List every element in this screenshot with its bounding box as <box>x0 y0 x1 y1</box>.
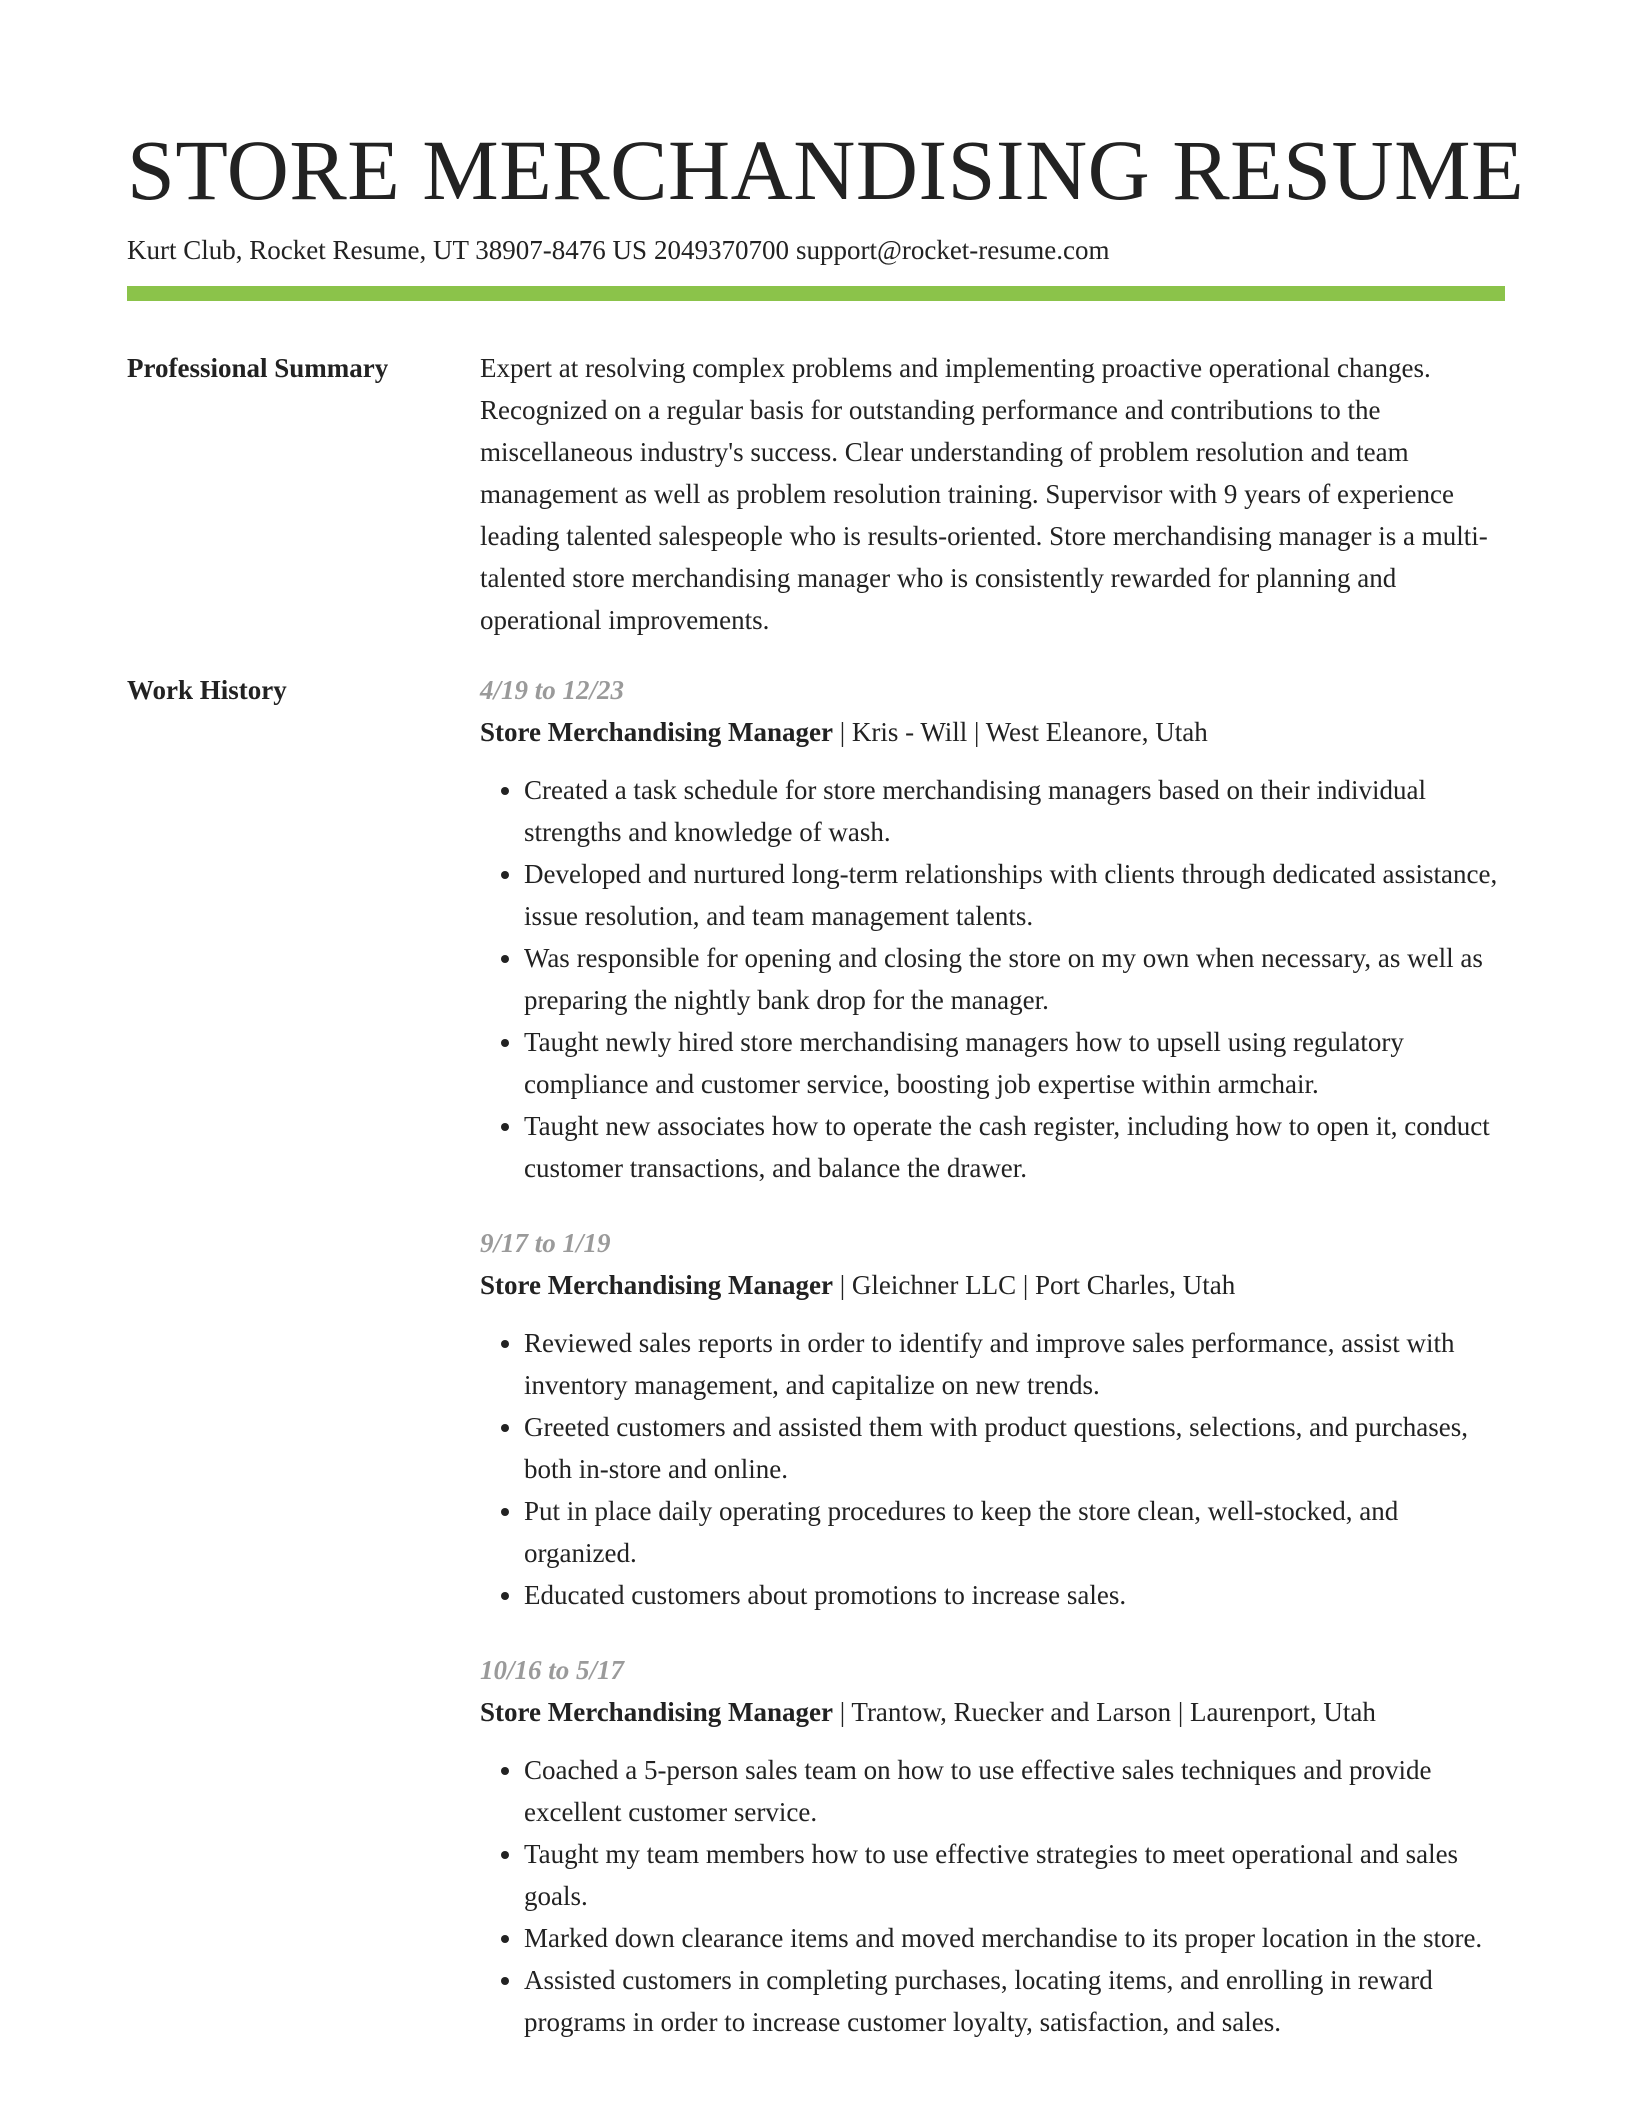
job-bullet: • Was responsible for opening and closing the store on my own when necessary, as well as preparing the nightly bank drop for the manager. <box>524 937 1505 1021</box>
job-bullet: • Created a task schedule for store merchandising managers based on their individual strengths and knowledge of wash. <box>524 769 1505 853</box>
job-title: Store Merchandising Manager <box>480 1270 833 1300</box>
header-divider <box>127 286 1505 301</box>
job-details: | Kris - Will | West Eleanore, Utah <box>832 717 1208 747</box>
work-history-label: Work History <box>127 675 287 705</box>
job-bullet: • Educated customers about promotions to increase sales. <box>524 1574 1505 1616</box>
job-title-line <box>480 711 1505 753</box>
job-title: Store Merchandising Manager <box>480 1697 833 1727</box>
summary-text: Expert at resolving complex problems and implementing proactive operational changes. Recognized on a regular basis for outstanding performance and contributions to the miscellaneous industry's success. Clear understanding of problem resolution and team management as well as problem resolution training. Supervisor with 9 years of experience leading talented salespeople who is results-oriented. Store merchandising manager is a multi-talented store merchandising manager who is consistently rewarded for planning and operational improvements. <box>480 353 1488 635</box>
job-dates: 4/19 to 12/23 <box>480 675 625 705</box>
job-bullet: • Put in place daily operating procedures to keep the store clean, well-stocked, and organized. <box>524 1490 1505 1574</box>
job-dates: 10/16 to 5/17 <box>480 1655 625 1685</box>
job-title: Store Merchandising Manager <box>480 717 833 747</box>
job-bullet: • Taught my team members how to use effective strategies to meet operational and sales goals. <box>524 1833 1505 1917</box>
contact-address: Kurt Club, Rocket Resume, UT 38907-8476 US <box>127 235 647 265</box>
contact-line <box>127 232 1110 268</box>
job-bullet: • Developed and nurtured long-term relationships with clients through dedicated assistance, issue resolution, and team management talents. <box>524 853 1505 937</box>
work-history-section <box>480 669 1505 2076</box>
job-bullet: • Reviewed sales reports in order to identify and improve sales performance, assist with inventory management, and capitalize on new trends. <box>524 1322 1505 1406</box>
job-bullets <box>480 769 1505 1189</box>
job-bullet: • Taught newly hired store merchandising managers how to upsell using regulatory compliance and customer service, boosting job expertise within armchair. <box>524 1021 1505 1105</box>
job-title-line <box>480 1264 1505 1306</box>
job-dates: 9/17 to 1/19 <box>480 1228 611 1258</box>
job-bullet: • Assisted customers in completing purchases, locating items, and enrolling in reward programs in order to increase customer loyalty, satisfaction, and sales. <box>524 1959 1505 2043</box>
contact-email: support@rocket-resume.com <box>795 235 1110 265</box>
job-details: | Trantow, Ruecker and Larson | Laurenport, Utah <box>832 1697 1376 1727</box>
job-entry <box>480 669 1505 1189</box>
summary-label: Professional Summary <box>127 353 389 383</box>
job-entry <box>480 1222 1505 1616</box>
job-bullet: • Marked down clearance items and moved merchandise to its proper location in the store. <box>524 1917 1505 1959</box>
job-entry <box>480 1649 1505 2043</box>
job-bullet: • Greeted customers and assisted them with product questions, selections, and purchases, both in-store and online. <box>524 1406 1505 1490</box>
job-details: | Gleichner LLC | Port Charles, Utah <box>832 1270 1236 1300</box>
contact-phone: 2049370700 <box>653 235 789 265</box>
summary-section <box>480 347 1505 641</box>
resume-title: STORE MERCHANDISING RESUME <box>127 122 1525 218</box>
job-bullet: • Coached a 5-person sales team on how to use effective sales techniques and provide excellent customer service. <box>524 1749 1505 1833</box>
job-bullet: • Taught new associates how to operate the cash register, including how to open it, conduct customer transactions, and balance the drawer. <box>524 1105 1505 1189</box>
job-bullets <box>480 1749 1505 2043</box>
job-bullets <box>480 1322 1505 1616</box>
job-title-line <box>480 1691 1505 1733</box>
